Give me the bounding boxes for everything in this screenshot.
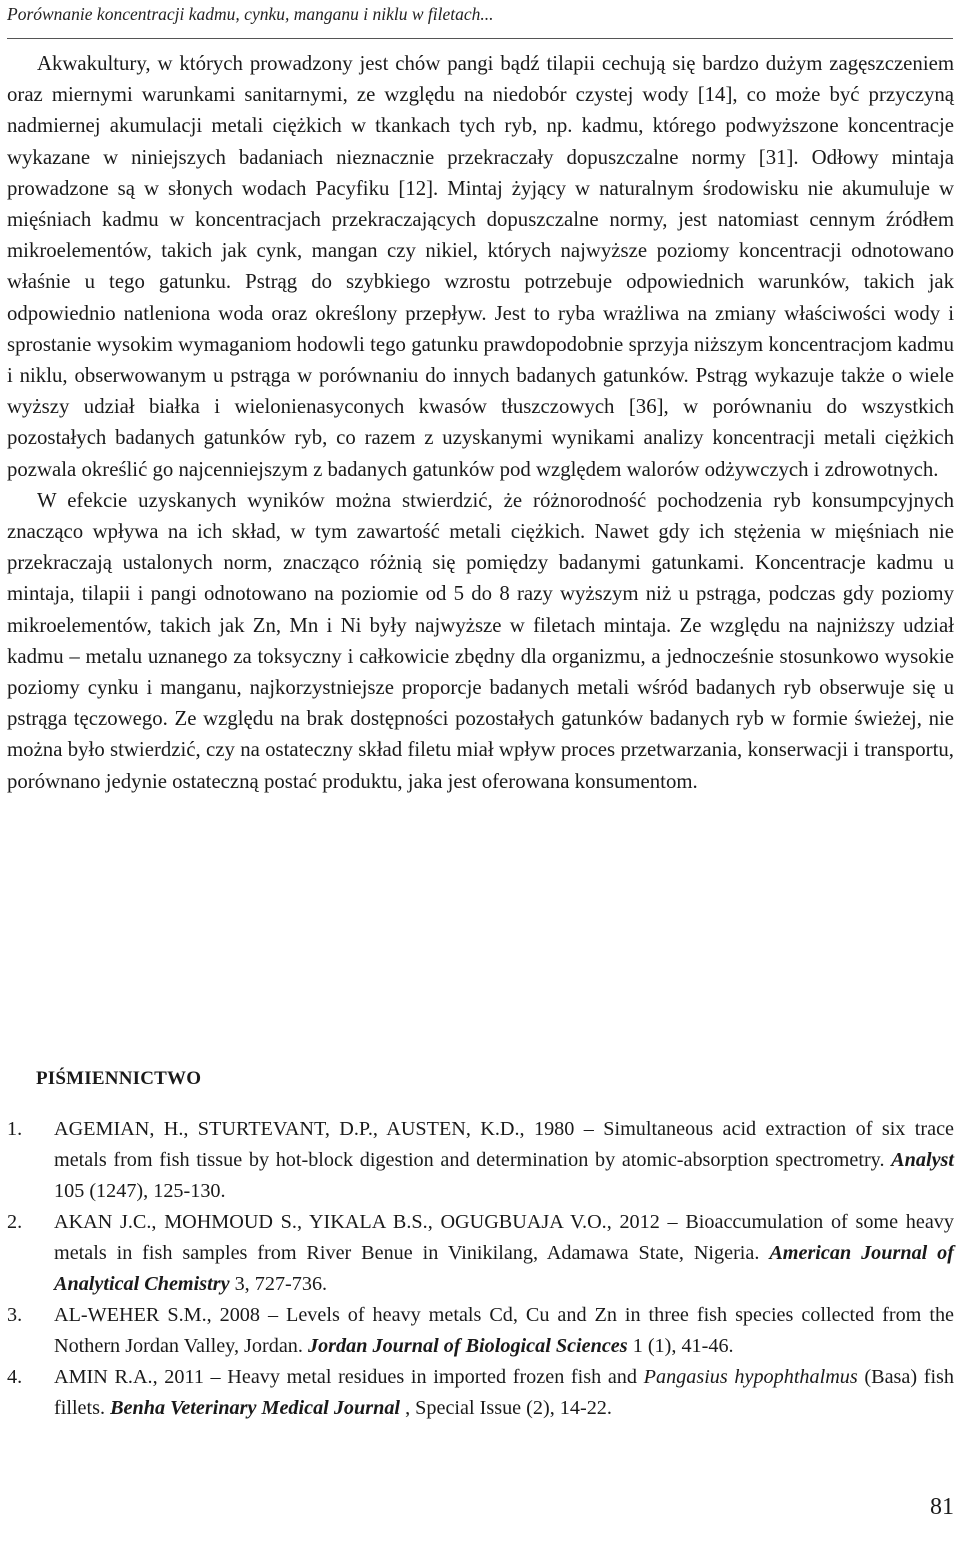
reference-details: , Special Issue (2), 14-22. xyxy=(400,1397,612,1419)
reference-journal: Benha Veterinary Medical Journal xyxy=(110,1397,401,1419)
body-paragraph: Akwakultury, w których prowadzony jest chów pangi bądź tilapii cechują się bardzo dużym zagęszczeniem oraz miernymi warunkami sanitarnymi, ze względu na niedobór czystej wody [14], co może być przyczyną nadmiernej akumulacji metali ciężkich w tkankach tych ryb, np. kadmu, którego podwyższone koncentracje wykazane w niniejszych badaniach nieznacznie przekraczały dopuszczalne normy [31]. Odłowy mintaja prowadzone są w słonych wodach Pacyfiku [12]. Mintaj żyjący w naturalnym środowisku nie akumuluje w mięśniach kadmu w koncentracjach przekraczających dopuszczalne normy, jest natomiast cennym źródłem mikroelementów, takich jak cynk, mangan czy nikiel, których najwyższe poziomy koncentracji odnotowano właśnie u tego gatunku. Pstrąg do szybkiego wzrostu potrzebuje odpowiednich warunków, takich jak odpowiednio natleniona woda oraz określony przepływ. Jest to ryba wrażliwa na zmiany właściwości wody i sprostanie wysokim wymaganiom hodowli tego gatunku prawdopodobnie sprzyja niższym koncentracjom kadmu i niklu, obserwowanym u pstrąga w porównaniu do innych badanych gatunków. Pstrąg wykazuje także o wiele wyższy udział białka i wielonienasyconych kwasów tłuszczowych [36], w porównaniu do wszystkich pozostałych badanych gatunków ryb, co razem z uzyskanymi wynikami analizy koncentracji metali ciężkich pozwala określić go najcenniejszym z badanych gatunków pod względem walorów odżywczych i zdrowotnych. xyxy=(7,52,954,481)
running-header xyxy=(7,0,953,39)
reference-item xyxy=(7,1114,954,1207)
references-list xyxy=(7,1114,954,1424)
reference-text-mid: (Basa) fish fillets. xyxy=(54,1366,955,1419)
reference-item xyxy=(7,1207,954,1300)
reference-text: AMIN R.A., 2011 – Heavy metal residues in imported frozen fish and xyxy=(54,1366,644,1388)
page-number: 81 xyxy=(930,1494,954,1520)
article-body xyxy=(7,48,954,797)
reference-details: 1 (1), 41-46. xyxy=(627,1335,734,1357)
reference-details: 3, 727-736. xyxy=(229,1273,328,1295)
running-title: Porównanie koncentracji kadmu, cynku, manganu i niklu w filetach... xyxy=(7,4,494,24)
reference-text: AL-WEHER S.M., 2008 – Levels of heavy metals Cd, Cu and Zn in three fish species collected from the Nothern Jordan Valley, Jordan. xyxy=(54,1304,954,1357)
reference-species: Pangasius hypophthalmus xyxy=(643,1366,858,1388)
references-heading: PIŚMIENNICTWO xyxy=(36,1068,202,1089)
reference-number: 3. xyxy=(7,1304,23,1326)
reference-journal: Jordan Journal of Biological Sciences xyxy=(307,1335,628,1357)
reference-item xyxy=(7,1362,954,1424)
reference-journal: American Journal of Analytical Chemistry xyxy=(54,1242,954,1295)
reference-text: AGEMIAN, H., STURTEVANT, D.P., AUSTEN, K.D., 1980 – Simultaneous acid extraction of six trace metals from fish tissue by hot-block digestion and determination by atomic-absorption spectrometry. xyxy=(54,1118,954,1171)
reference-number: 1. xyxy=(7,1118,23,1140)
reference-text: AKAN J.C., MOHMOUD S., YIKALA B.S., OGUGBUAJA V.O., 2012 – Bioaccumulation of some heavy metals in fish samples from River Benue in Vinikilang, Adamawa State, Nigeria. xyxy=(54,1211,954,1264)
reference-number: 2. xyxy=(7,1211,23,1233)
reference-details: 105 (1247), 125-130. xyxy=(54,1180,226,1202)
reference-journal: Analyst xyxy=(891,1149,954,1171)
reference-item xyxy=(7,1300,954,1362)
reference-number: 4. xyxy=(7,1366,23,1388)
body-paragraph: W efekcie uzyskanych wyników można stwierdzić, że różnorodność pochodzenia ryb konsumpcyjnych znacząco wpływa na ich skład, w tym zawartość metali ciężkich. Nawet gdy ich stężenia w mięśniach nie przekraczają ustalonych norm, znacząco różnią się pomiędzy badanymi gatunkami. Koncentracje kadmu u mintaja, tilapii i pangi odnotowano na poziomie od 5 do 8 razy wyższym niż u pstrąga, podczas gdy poziomy mikroelementów, takich jak Zn, Mn i Ni były najwyższe w filetach mintaja. Ze względu na najniższy udział kadmu – metalu uznanego za toksyczny i całkowicie zbędny dla organizmu, a jednocześnie stosunkowo wysokie poziomy cynku i manganu, najkorzystniejsze proporcje badanych metali wśród badanych ryb obserwuje się u pstrąga tęczowego. Ze względu na brak dostępności pozostałych gatunków badanych ryb w formie świeżej, nie można było stwierdzić, czy na ostateczny skład filetu miał wpływ proces przetwarzania, konserwacji i transportu, porównano jedynie ostateczną postać produktu, jaka jest oferowana konsumentom. xyxy=(7,488,954,793)
